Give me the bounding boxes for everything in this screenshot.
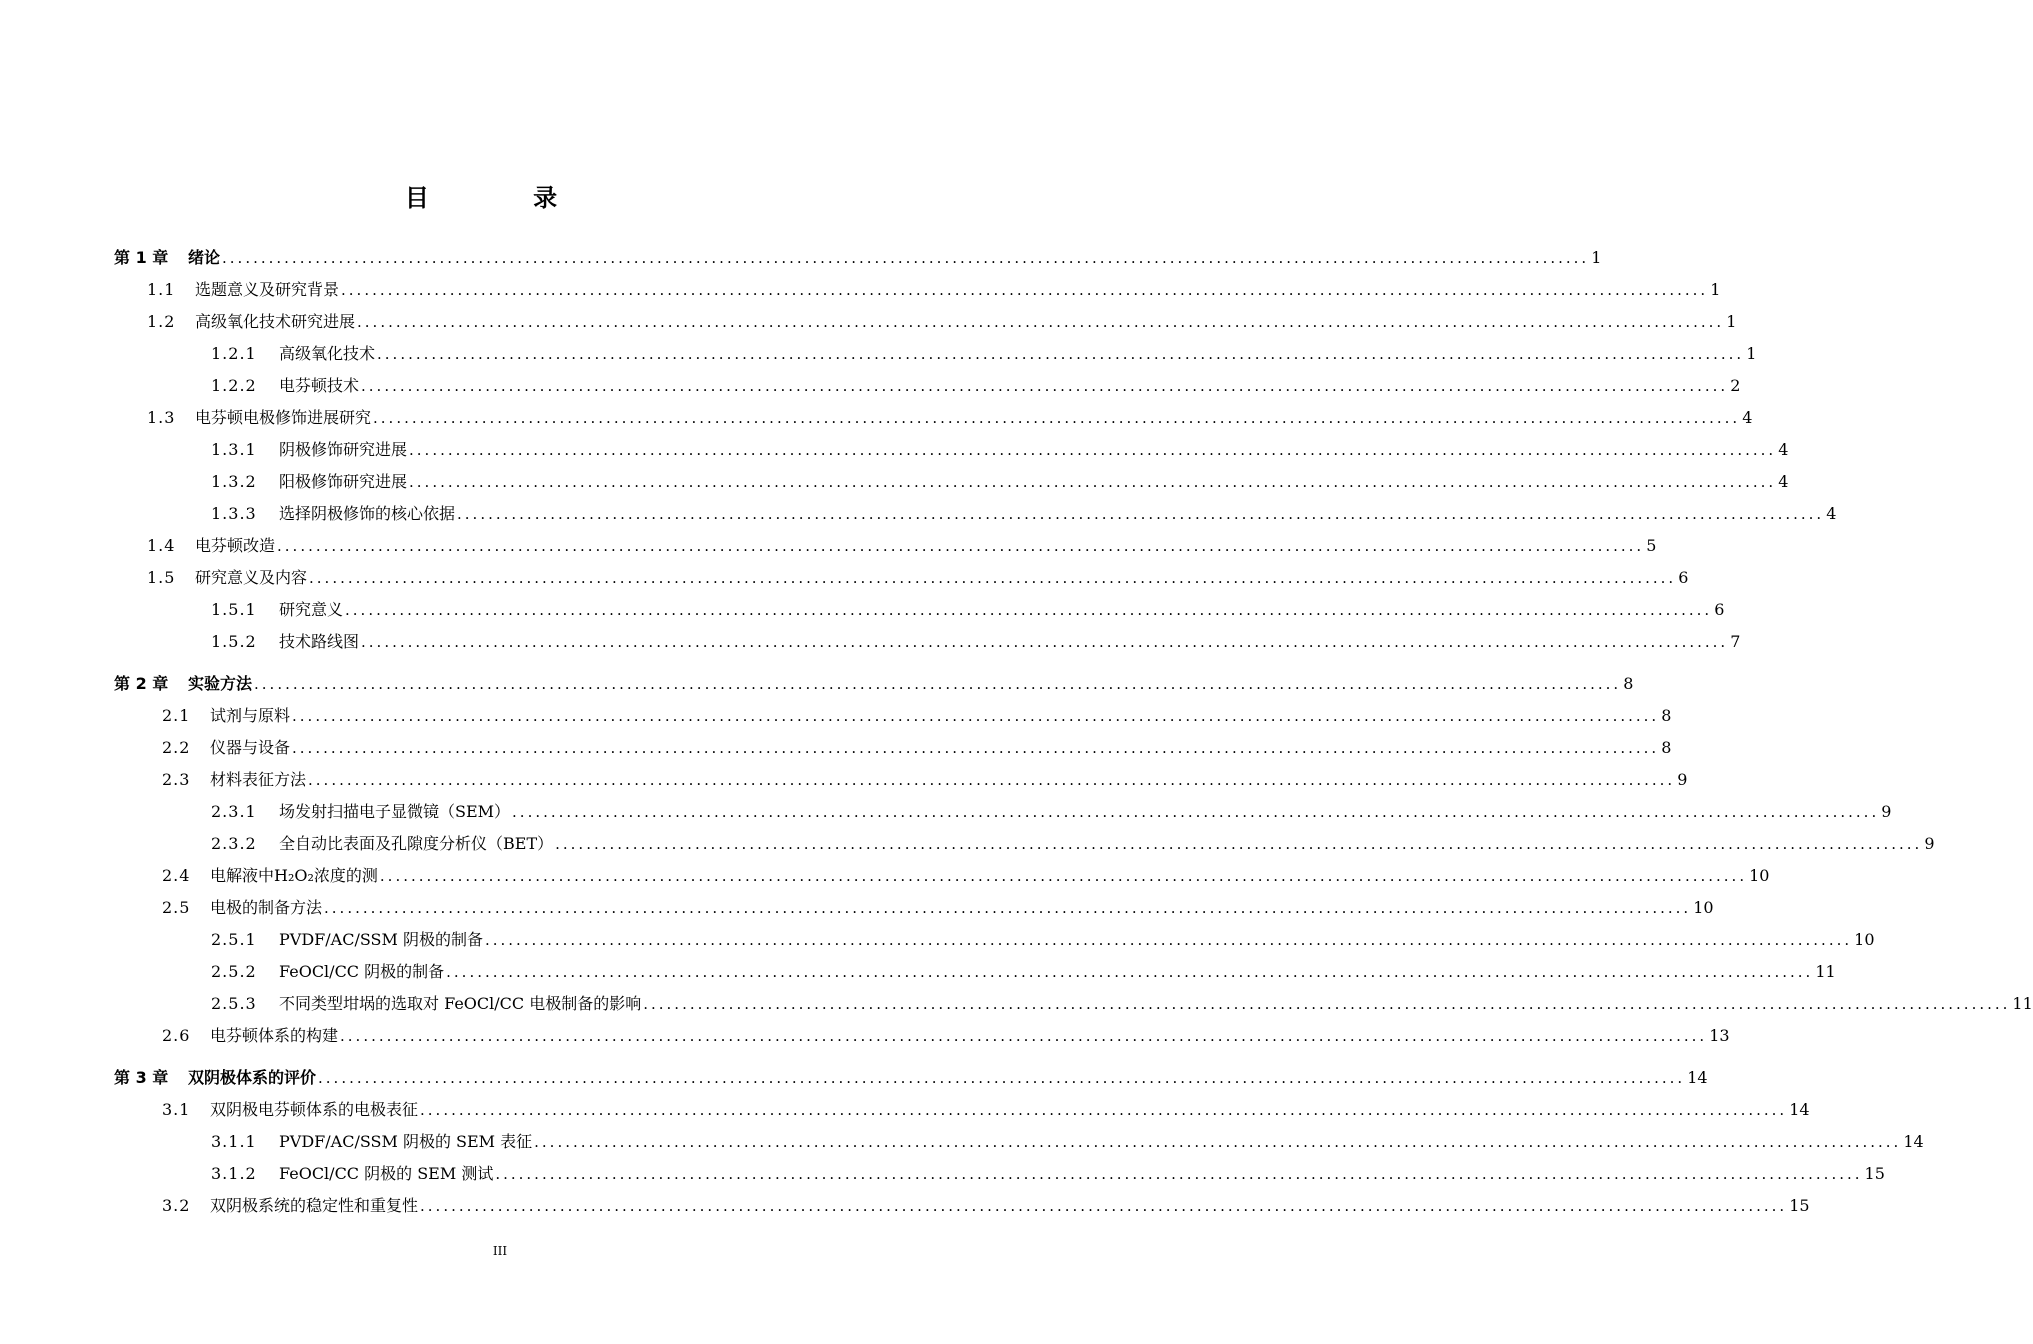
toc-entry-page: 14 (1903, 1132, 1924, 1151)
toc-entry-title: 试剂与原料 (210, 706, 291, 725)
toc-entry-page: 9 (1881, 802, 1892, 821)
toc-section-entry[interactable] (147, 310, 1737, 334)
toc-entry-title: 材料表征方法 (210, 770, 307, 789)
toc-entry-page: 4 (1826, 504, 1837, 523)
toc-dot-leader: ................................................................................................................................................................................ (420, 1197, 1788, 1215)
toc-entry-number: 2.5.3 (211, 994, 257, 1013)
toc-entry-number: 1.5 (147, 568, 176, 587)
toc-entry-page: 11 (1815, 962, 1836, 981)
toc-section-entry[interactable] (211, 992, 2033, 1016)
toc-section-entry[interactable] (211, 342, 1757, 366)
toc-entry-title: 研究意义及内容 (195, 568, 308, 587)
toc-entry-page: 5 (1646, 536, 1657, 555)
toc-entry-page: 15 (1789, 1196, 1810, 1215)
toc-section-entry[interactable] (211, 598, 1725, 622)
toc-section-entry[interactable] (211, 1130, 1924, 1154)
toc-entry-number: 2.1 (162, 706, 191, 725)
toc-section-entry[interactable] (211, 438, 1789, 462)
toc-entry-title: 不同类型坩埚的选取对 FeOCl/CC 电极制备的影响 (279, 994, 642, 1013)
toc-dot-leader: ................................................................................................................................................................................ (277, 537, 1645, 555)
toc-entry-page: 8 (1623, 674, 1634, 693)
toc-entry-title: FeOCl/CC 阴极的 SEM 测试 (279, 1164, 494, 1183)
toc-section-entry[interactable] (162, 1194, 1810, 1218)
toc-entry-page: 11 (2012, 994, 2033, 1013)
toc-entry-page: 2 (1730, 376, 1741, 395)
toc-entry-title: 实验方法 (188, 674, 253, 693)
toc-entry-title: 双阴极体系的评价 (188, 1068, 317, 1087)
toc-section-entry[interactable] (162, 1024, 1730, 1048)
toc-entry-title: 电芬顿体系的构建 (210, 1026, 339, 1045)
toc-dot-leader: ................................................................................................................................................................................ (292, 707, 1660, 725)
toc-dot-leader: ................................................................................................................................................................................ (555, 835, 1923, 853)
toc-entry-page: 1 (1746, 344, 1757, 363)
toc-section-entry[interactable] (211, 928, 1875, 952)
toc-dot-leader: ................................................................................................................................................................................ (361, 377, 1729, 395)
toc-entry-number: 1.3.3 (211, 504, 257, 523)
toc-entry-number: 1.2.2 (211, 376, 257, 395)
toc-section-entry[interactable] (211, 630, 1741, 654)
toc-dot-leader: ................................................................................................................................................................................ (379, 867, 1748, 885)
toc-entry-number: 1.3 (147, 408, 176, 427)
toc-dot-leader: ................................................................................................................................................................................ (341, 281, 1709, 299)
toc-entry-number: 1.1 (147, 280, 176, 299)
toc-dot-leader: ................................................................................................................................................................................ (446, 963, 1814, 981)
toc-entry-page: 13 (1709, 1026, 1730, 1045)
toc-entry-page: 10 (1693, 898, 1714, 917)
toc-dot-leader: ................................................................................................................................................................................ (222, 249, 1590, 267)
toc-section-entry[interactable] (147, 534, 1657, 558)
toc-entry-page: 9 (1924, 834, 1935, 853)
toc-entry-title: 研究意义 (279, 600, 344, 619)
toc-entry-number: 2.2 (162, 738, 191, 757)
toc-entry-page: 4 (1778, 440, 1789, 459)
toc-dot-leader: ................................................................................................................................................................................ (495, 1165, 1863, 1183)
toc-entry-title: 高级氧化技术研究进展 (195, 312, 356, 331)
toc-entry-title: PVDF/AC/SSM 阴极的 SEM 表征 (279, 1132, 533, 1151)
toc-entry-number: 1.3.2 (211, 472, 257, 491)
toc-entry-page: 1 (1591, 248, 1602, 267)
toc-dot-leader: ................................................................................................................................................................................ (512, 803, 1880, 821)
toc-entry-page: 1 (1726, 312, 1737, 331)
toc-dot-leader: ................................................................................................................................................................................ (361, 633, 1729, 651)
toc-chapter-entry[interactable] (114, 672, 1634, 696)
toc-section-entry[interactable] (211, 1162, 1885, 1186)
toc-dot-leader: ................................................................................................................................................................................ (457, 505, 1825, 523)
toc-entry-page: 6 (1714, 600, 1725, 619)
toc-entry-title: 场发射扫描电子显微镜（SEM） (279, 802, 511, 821)
toc-entry-page: 8 (1661, 738, 1672, 757)
toc-dot-leader: ................................................................................................................................................................................ (409, 441, 1777, 459)
toc-entry-title: 选择阴极修饰的核心依据 (279, 504, 456, 523)
toc-dot-leader: ................................................................................................................................................................................ (377, 345, 1745, 363)
toc-entry-title: 电芬顿电极修饰进展研究 (195, 408, 372, 427)
toc-chapter-entry[interactable] (114, 246, 1602, 270)
toc-section-entry[interactable] (162, 704, 1672, 728)
toc-entry-title: 电芬顿技术 (279, 376, 360, 395)
toc-entry-title: 选题意义及研究背景 (195, 280, 340, 299)
toc-section-entry[interactable] (211, 470, 1789, 494)
toc-entry-title: 电极的制备方法 (210, 898, 323, 917)
toc-entry-title: PVDF/AC/SSM 阴极的制备 (279, 930, 483, 949)
toc-entry-title: FeOCl/CC 阴极的制备 (279, 962, 445, 981)
toc-section-entry[interactable] (211, 832, 1935, 856)
toc-section-entry[interactable] (162, 736, 1672, 760)
toc-entry-number: 2.5.2 (211, 962, 257, 981)
toc-section-entry[interactable] (162, 864, 1770, 888)
toc-dot-leader: ................................................................................................................................................................................ (345, 601, 1713, 619)
toc-entry-number: 2.3.1 (211, 802, 257, 821)
page-number: III (492, 1244, 508, 1258)
toc-entry-title: 全自动比表面及孔隙度分析仪（BET） (279, 834, 554, 853)
toc-entry-number: 1.2.1 (211, 344, 257, 363)
toc-section-entry[interactable] (147, 406, 1753, 430)
toc-entry-number: 第 2 章 (114, 674, 169, 693)
toc-entry-number: 1.2 (147, 312, 176, 331)
toc-entry-page: 4 (1778, 472, 1789, 491)
toc-entry-number: 3.1.2 (211, 1164, 257, 1183)
toc-chapter-entry[interactable] (114, 1066, 1708, 1090)
toc-entry-title: 双阴极系统的稳定性和重复性 (210, 1196, 419, 1215)
toc-entry-number: 1.3.1 (211, 440, 257, 459)
toc-dot-leader: ................................................................................................................................................................................ (308, 771, 1676, 789)
toc-entry-number: 2.5 (162, 898, 191, 917)
toc-entry-number: 2.3 (162, 770, 191, 789)
toc-entry-title: 电解液中H₂O₂浓度的测 (210, 866, 378, 885)
toc-entry-number: 1.4 (147, 536, 176, 555)
toc-dot-leader: ................................................................................................................................................................................ (309, 569, 1677, 587)
toc-entry-title: 绪论 (188, 248, 221, 267)
toc-entry-title: 阴极修饰研究进展 (279, 440, 408, 459)
toc-entry-number: 1.5.2 (211, 632, 257, 651)
toc-dot-leader: ................................................................................................................................................................................ (357, 313, 1725, 331)
toc-entry-page: 6 (1678, 568, 1689, 587)
toc-entry-page: 9 (1677, 770, 1688, 789)
toc-entry-title: 高级氧化技术 (279, 344, 376, 363)
toc-entry-number: 3.1 (162, 1100, 191, 1119)
toc-section-entry[interactable] (211, 502, 1837, 526)
toc-section-entry[interactable] (162, 896, 1714, 920)
toc-dot-leader: ................................................................................................................................................................................ (409, 473, 1777, 491)
toc-entry-number: 2.5.1 (211, 930, 257, 949)
toc-dot-leader: ................................................................................................................................................................................ (340, 1027, 1708, 1045)
toc-section-entry[interactable] (211, 960, 1836, 984)
toc-dot-leader: ................................................................................................................................................................................ (292, 739, 1660, 757)
toc-entry-number: 2.6 (162, 1026, 191, 1045)
toc-entry-number: 第 1 章 (114, 248, 169, 267)
toc-entry-page: 4 (1742, 408, 1753, 427)
toc-section-entry[interactable] (211, 374, 1741, 398)
toc-dot-leader: ................................................................................................................................................................................ (534, 1133, 1902, 1151)
toc-entry-page: 10 (1854, 930, 1875, 949)
page-title: 目 录 (404, 183, 606, 212)
toc-entry-number: 第 3 章 (114, 1068, 169, 1087)
toc-entry-number: 1.5.1 (211, 600, 257, 619)
toc-dot-leader: ................................................................................................................................................................................ (318, 1069, 1686, 1087)
toc-dot-leader: ................................................................................................................................................................................ (373, 409, 1741, 427)
toc-entry-page: 14 (1789, 1100, 1810, 1119)
toc-entry-number: 2.4 (162, 866, 191, 885)
toc-entry-page: 8 (1661, 706, 1672, 725)
toc-entry-title: 双阴极电芬顿体系的电极表征 (210, 1100, 419, 1119)
toc-section-entry[interactable] (147, 566, 1689, 590)
toc-section-entry[interactable] (162, 1098, 1810, 1122)
toc-entry-page: 15 (1864, 1164, 1885, 1183)
toc-entry-title: 阳极修饰研究进展 (279, 472, 408, 491)
toc-dot-leader: ................................................................................................................................................................................ (254, 675, 1622, 693)
toc-entry-title: 仪器与设备 (210, 738, 291, 757)
toc-dot-leader: ................................................................................................................................................................................ (643, 995, 2011, 1013)
toc-section-entry[interactable] (162, 768, 1688, 792)
toc-dot-leader: ................................................................................................................................................................................ (420, 1101, 1788, 1119)
toc-entry-number: 3.2 (162, 1196, 191, 1215)
toc-entry-number: 3.1.1 (211, 1132, 257, 1151)
toc-entry-title: 技术路线图 (279, 632, 360, 651)
toc-entry-page: 7 (1730, 632, 1741, 651)
toc-entry-page: 10 (1749, 866, 1770, 885)
toc-dot-leader: ................................................................................................................................................................................ (324, 899, 1692, 917)
toc-section-entry[interactable] (211, 800, 1892, 824)
toc-entry-title: 电芬顿改造 (195, 536, 276, 555)
toc-entry-page: 1 (1710, 280, 1721, 299)
toc-dot-leader: ................................................................................................................................................................................ (484, 931, 1853, 949)
toc-entry-page: 14 (1687, 1068, 1708, 1087)
toc-section-entry[interactable] (147, 278, 1721, 302)
toc-entry-number: 2.3.2 (211, 834, 257, 853)
